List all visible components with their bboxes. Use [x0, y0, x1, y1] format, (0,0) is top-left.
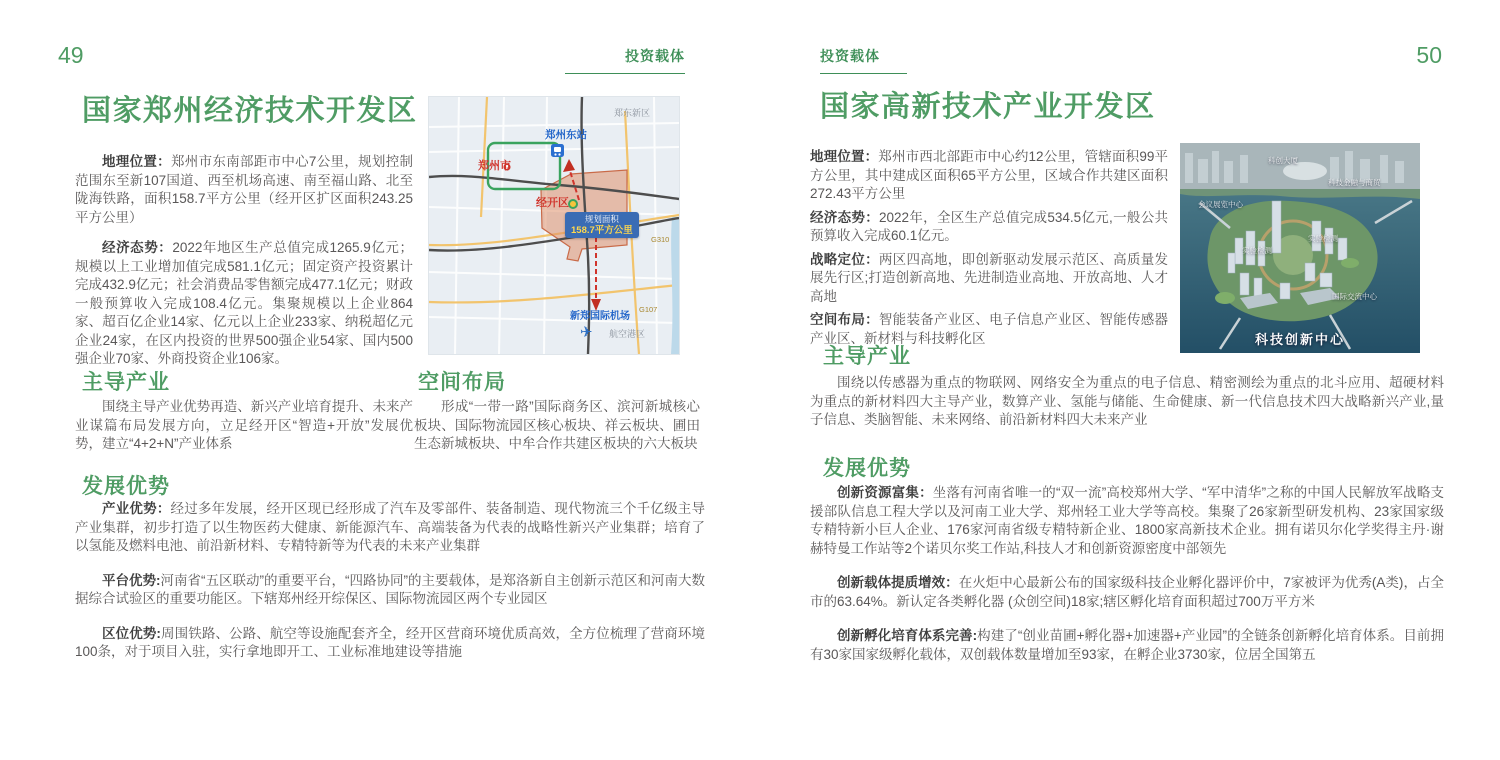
heading-advantages-right: 发展优势 — [823, 457, 911, 480]
paragraph-economy — [75, 239, 413, 369]
paragraph-text: 围绕主导产业优势再造、新兴产业培育提升、未来产业谋篇布局发展方向，立足经开区“智造+开放”发展优势，建立“4+2+N”产业体系 — [75, 399, 413, 451]
tech-innovation-center-photo — [1180, 143, 1420, 353]
advantages-list-right — [810, 484, 1444, 680]
paragraph-label: 经济态势： — [102, 240, 173, 255]
map-label-g310: G310 — [651, 235, 670, 244]
map-label-zhengdong: 郑东新区 — [614, 108, 651, 118]
plane-icon: ✈ — [580, 323, 593, 341]
heading-leading-industries-right: 主导产业 — [823, 345, 911, 368]
heading-spatial-layout-left: 空间布局 — [418, 371, 506, 394]
zone-pin-icon — [569, 200, 577, 208]
paragraph-text: 形成“一带一路”国际商务区、滨河新城核心板块、国际物流园区核心板块、祥云板块、圃田生态新城板块、中牟合作共建区板块的六大板块 — [414, 399, 700, 451]
paragraph-label: 空间布局： — [810, 312, 879, 327]
paragraph-text: 郑州市西北部距市中心约12公里，管辖面积99平方公里，其中建成区面积65平方公里，区域合作共建区面积272.43平方公里 — [810, 149, 1168, 201]
section-tab-left: 投资载体 — [565, 46, 685, 74]
photo-label-tower: 科创大厦 — [1268, 156, 1298, 165]
intro-column-left — [75, 153, 413, 381]
paragraph-geography — [810, 148, 1168, 204]
paragraph-text: 坐落有河南省唯一的“双一流”高校郑州大学、“军中清华”之称的中国人民解放军战略支援部队信息工程大学以及河南工业大学、郑州轻工业大学等高校。集聚了26家新型研发机构、23家国家级专精特新小巨人企业、176家河南省级专精特新企业、1800家高新技术企业。拥有诺贝尔化学奖得主丹·谢赫特曼工作站等2个诺贝尔奖工作站,科技人才和创新资源密度中部领先 — [810, 485, 1444, 556]
paragraph-strategy — [810, 251, 1168, 307]
paragraph-label: 区位优势: — [102, 625, 161, 641]
paragraph-economy — [810, 209, 1168, 246]
paragraph-label: 平台优势: — [102, 572, 161, 588]
paragraph-label: 地理位置： — [102, 154, 171, 169]
photo-caption: 科技创新中心 — [1254, 332, 1345, 347]
map-area-callout — [565, 212, 639, 238]
advantage-item — [810, 484, 1444, 558]
leading-industries-body-right — [810, 374, 1444, 442]
spatial-layout-body-left — [414, 398, 700, 466]
photo-illustration — [1180, 143, 1420, 353]
paragraph-label: 产业优势： — [102, 501, 171, 516]
paragraph-text: 两区四高地，即创新驱动发展示范区、高质量发展先行区;打造创新高地、先进制造业高地、开放高地、人才高地 — [810, 251, 1169, 304]
paragraph-text: 郑州市东南部距市中心7公里，规划控制范围东至新107国道、西至机场高速、南至福山路、北至陇海铁路，面积158.7平方公里（经开区扩区面积243.25平方公里） — [75, 154, 414, 225]
map-label-zone: 经开区 — [536, 197, 569, 209]
advantage-item — [810, 574, 1444, 611]
paragraph-text: 构建了“创业苗圃+孵化器+加速器+产业园”的全链条创新孵化培育体系。目前拥有30家国家级孵化载体，双创载体数量增加至93家，在孵企业3730家，位居全国第五 — [810, 628, 1444, 662]
section-tab-right: 投资载体 — [820, 46, 907, 74]
paragraph-text: 围绕以传感器为重点的物联网、网络安全为重点的电子信息、精密测绘为重点的北斗应用、超硬材料为重点的新材料四大主导产业，数算产业、氢能与储能、生命健康、新一代信息技术四大战略新兴产业,量子信息、类脑智能、未来网络、前沿新材料四大未来产业 — [810, 375, 1444, 427]
intro-column-right — [810, 148, 1168, 353]
page-title-left: 国家郑州经济技术开发区 — [82, 95, 418, 127]
paragraph-geography — [75, 153, 413, 227]
paragraph-label: 地理位置： — [810, 149, 879, 164]
paragraph-text: 河南省“五区联动”的重要平台，“四路协同”的主要载体，是郑洛新自主创新示范区和河南大数据综合试验区的重要功能区。下辖郑州经开综保区、国际物流园区两个专业园区 — [75, 572, 705, 606]
map-label-east-station: 郑州东站 — [545, 129, 587, 141]
leading-industries-body-left — [75, 398, 413, 466]
paragraph-label: 创新资源富集： — [837, 485, 933, 500]
paragraph-text: 在火炬中心最新公布的国家级科技企业孵化器评价中，7家被评为优秀(A类)，占全市的63.64%。新认定各类孵化器 (众创空间)18家;辖区孵化培育面积超过700万平方米 — [810, 575, 1444, 609]
map-label-city: 郑州市 — [478, 160, 511, 172]
photo-label-lab: 实验检测 — [1242, 246, 1272, 255]
paragraph-label: 战略定位： — [810, 251, 879, 267]
paragraph-label: 创新孵化培育体系完善: — [837, 628, 978, 643]
paragraph-text: 周围铁路、公路、航空等设施配套齐全，经开区营商环境优质高效，全方位梳理了营商环境100条，对于项目入驻，实行拿地即开工、工业标准地建设等措施 — [75, 625, 705, 659]
paragraph-label: 经济态势： — [810, 209, 880, 225]
page-number-left: 49 — [58, 42, 84, 68]
heading-leading-industries-left: 主导产业 — [82, 371, 170, 394]
paragraph-text: 2022年，全区生产总值完成534.5亿元,一般公共预算收入完成60.1亿元。 — [810, 209, 1168, 243]
photo-label-lab: 实验检测 — [1308, 234, 1338, 243]
map-river — [671, 217, 679, 354]
page-title-right: 国家高新技术产业开发区 — [820, 91, 1156, 123]
map-label-g107: G107 — [639, 305, 658, 314]
advantage-item — [75, 572, 705, 609]
map-area-callout-title: 规划面积 — [584, 214, 619, 224]
paragraph-text: 经过多年发展，经开区现已经形成了汽车及零部件、装备制造、现代物流三个千亿级主导产业集群，初步打造了以生物医药大健康、新能源汽车、高端装备为代表的战略性新兴产业集群；培育了以氢能及燃料电池、前沿新材料、专精特新等为代表的未来产业集群 — [75, 501, 705, 553]
page-number-right: 50 — [1416, 42, 1442, 68]
advantage-item — [75, 625, 705, 662]
train-station-icon — [551, 144, 564, 157]
paragraph-text: 2022年地区生产总值完成1265.9亿元；规模以上工业增加值完成581.1亿元；固定资产投资累计完成432.9亿元；社会消费品零售额完成477.1亿元；财政一般预算收入完成108.4亿元。集聚规模以上企业864家、超百亿企业14家、亿元以上企业233家、纳税超亿元企业24家，在区内投资的世界500强企业54家、国内500强企业70家、外商投资企业106家。 — [75, 240, 413, 366]
map-label-airport-zone: 航空港区 — [609, 329, 646, 339]
advantages-list-left — [75, 500, 705, 678]
heading-advantages-left: 发展优势 — [82, 475, 170, 498]
advantage-item — [810, 627, 1444, 664]
photo-label-finance: 科技金融与商贸 — [1328, 178, 1381, 187]
paragraph-text: 智能装备产业区、电子信息产业区、智能传感器产业区、新材料与科技孵化区 — [810, 312, 1169, 346]
location-map — [428, 96, 680, 355]
paragraph-label: 创新载体提质增效： — [837, 575, 959, 590]
map-label-airport: 新郑国际机场 — [570, 311, 630, 322]
photo-label-exchange: 国际交流中心 — [1332, 292, 1377, 301]
map-area-callout-value: 158.7平方公里 — [571, 224, 633, 236]
photo-label-conference: 会议展览中心 — [1198, 200, 1243, 209]
advantage-item — [75, 500, 705, 556]
